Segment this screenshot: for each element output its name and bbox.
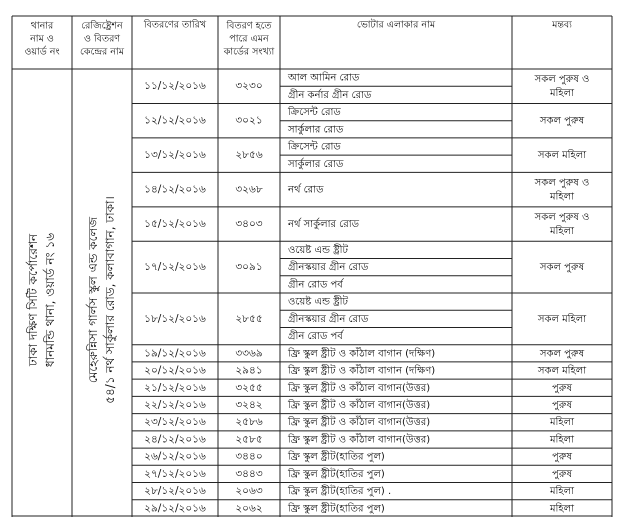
- header-voter-area: ভোটার এলাকার নাম: [356, 19, 436, 31]
- remarks-cell: পুরুষ: [552, 400, 572, 411]
- card-count-cell: ৩০৯১: [235, 261, 263, 274]
- voter-area-cell: ফ্রি স্কুল ষ্ট্রীট ও কাঁঠাল বাগান(উত্তর): [288, 382, 431, 394]
- date-cell: ২৪/১২/২০১৬: [144, 433, 206, 446]
- date-cell: ১৫/১২/২০১৬: [144, 218, 206, 231]
- card-count-cell: ৩০২১: [235, 114, 263, 127]
- card-count-cell: ২০৬৩: [235, 485, 263, 498]
- remarks-cell: সকল পুরুষ ও: [534, 74, 590, 86]
- center-name: [86, 196, 118, 404]
- card-count-cell: ৩৪৪০: [235, 450, 263, 463]
- remarks-cell: সকল পুরুষ ও: [534, 212, 590, 224]
- thana-name-line: ঢাকা দক্ষিণ সিটি কর্পোরেশন: [26, 233, 40, 367]
- voter-area-cell: ওয়েষ্ট এন্ড ষ্ট্রীট: [288, 244, 348, 256]
- voter-area-cell: গ্রীন কর্নার গ্রীন রোড: [288, 89, 372, 101]
- date-cell: ১৭/১২/২০১৬: [144, 261, 206, 274]
- date-cell: ১৪/১২/২০১৬: [144, 183, 206, 196]
- remarks-cell: পুরুষ: [552, 468, 572, 480]
- center-name-line: মেহেরুন্নিসা গার্লস স্কুল এন্ড কলেজ: [86, 216, 100, 384]
- card-count-cell: ৩২৩০: [235, 80, 263, 93]
- card-count-cell: ২৫৮৬: [235, 416, 263, 429]
- voter-area-cell: গ্রীনস্কয়ার গ্রীন রোড: [288, 313, 369, 325]
- remarks-cell: সকল পুরুষ: [539, 115, 585, 127]
- remarks-cell: মহিলা: [549, 226, 575, 238]
- voter-area-cell: ফ্রি স্কুল ষ্ট্রীট ও কাঁঠাল বাগান(উত্তর): [288, 417, 431, 429]
- card-count-cell: ২০৬২: [235, 502, 263, 515]
- card-count-cell: ২৫৮৫: [235, 433, 263, 446]
- remarks-cell: মহিলা: [549, 486, 575, 498]
- header-card-count: পারে এমন: [229, 33, 269, 45]
- remarks-cell: সকল মহিলা: [537, 365, 587, 377]
- date-cell: ২০/১২/২০১৬: [144, 364, 206, 377]
- date-cell: ১৩/১২/২০১৬: [144, 149, 206, 162]
- remarks-cell: সকল মহিলা: [537, 313, 587, 325]
- date-cell: ২৩/১২/২০১৬: [144, 416, 206, 429]
- remarks-cell: মহিলা: [549, 434, 575, 446]
- card-count-cell: ৩২৫৫: [235, 381, 263, 394]
- voter-area-cell: সার্কুলার রোড: [288, 124, 344, 136]
- voter-area-cell: গ্রীনস্কয়ার গ্রীন রোড: [288, 262, 369, 274]
- date-cell: ২৬/১২/২০১৬: [144, 450, 206, 463]
- voter-area-cell: গ্রীন রোড পর্ব: [288, 331, 343, 343]
- remarks-cell: পুরুষ: [552, 382, 572, 394]
- date-cell: ১৮/১২/২০১৬: [144, 312, 206, 325]
- voter-area-cell: নর্থ সার্কুলার রোড: [288, 219, 359, 231]
- header-card-count: বিতরণ হতে: [226, 20, 272, 32]
- voter-area-cell: নর্থ রোড: [288, 184, 324, 196]
- header-remarks: মন্তব্য: [552, 19, 572, 31]
- remarks-cell: সকল পুরুষ ও: [534, 177, 590, 189]
- thana-name-line: ধানমন্ডি থানা, ওয়ার্ড নং ১৬: [43, 232, 57, 368]
- date-cell: ১১/১২/২০১৬: [144, 80, 206, 93]
- date-cell: ১৯/১২/২০১৬: [144, 347, 206, 360]
- header-card-count: কার্ডের সংখ্যা: [223, 46, 275, 58]
- voter-area-cell: ফ্রি স্কুল ষ্ট্রীট ও কাঁঠাল বাগান (দক্ষিণ): [288, 348, 436, 360]
- card-count-cell: ৩২৪২: [235, 399, 263, 411]
- thana-name: [26, 233, 57, 367]
- voter-area-cell: ফ্রি স্কুল ষ্ট্রীট(হাতির পুল): [288, 451, 385, 463]
- voter-area-cell: ফ্রি স্কুল ষ্ট্রীট(হাতির পুল) .: [288, 486, 392, 498]
- voter-area-cell: ফ্রি স্কুল ষ্ট্রীট ও কাঁঠাল বাগান(উত্তর): [288, 400, 431, 411]
- remarks-cell: পুরুষ: [552, 451, 572, 463]
- card-count-cell: ৩৪৪৩: [235, 467, 263, 480]
- remarks-cell: সকল মহিলা: [537, 150, 587, 162]
- voter-area-cell: ফ্রি স্কুল ষ্ট্রীট(হাতির পুল): [288, 503, 385, 515]
- header-thana: নাম ও: [30, 33, 54, 45]
- remarks-cell: মহিলা: [549, 191, 575, 203]
- header-date: বিতরণের তারিখ: [143, 19, 207, 31]
- header-thana: থানার: [30, 20, 54, 32]
- date-cell: ২৯/১২/২০১৬: [144, 502, 206, 515]
- voter-area-cell: আল আমিন রোড: [288, 72, 360, 84]
- header-center: ও বিতরণ: [83, 33, 121, 45]
- date-cell: ২২/১২/২০১৬: [144, 399, 206, 411]
- voter-area-cell: ওয়েষ্ট এন্ড ষ্ট্রীট: [288, 296, 348, 308]
- voter-area-cell: ফ্রি স্কুল ষ্ট্রীট ও কাঁঠাল বাগান (দক্ষিণ): [288, 365, 436, 377]
- voter-area-cell: সার্কুলার রোড: [288, 158, 344, 170]
- date-cell: ২১/১২/২০১৬: [144, 381, 206, 394]
- card-count-cell: ২৮৫৫: [235, 312, 263, 325]
- header-thana: ওয়ার্ড নং: [24, 46, 60, 58]
- date-cell: ২৭/১২/২০১৬: [144, 467, 206, 480]
- voter-area-cell: ক্রিসেন্ট রোড: [288, 107, 341, 119]
- header-center: কেন্দ্রের নাম: [80, 46, 124, 58]
- voter-area-cell: গ্রীন রোড পর্ব: [288, 279, 343, 291]
- date-cell: ২৮/১২/২০১৬: [144, 485, 206, 498]
- card-count-cell: ৩৪০৩: [235, 218, 263, 231]
- card-count-cell: ২৯৪১: [235, 364, 263, 377]
- remarks-cell: মহিলা: [549, 503, 575, 515]
- remarks-cell: সকল পুরুষ: [539, 348, 585, 360]
- voter-area-cell: ক্রিসেন্ট রোড: [288, 141, 341, 153]
- card-count-cell: ৩২৬৮: [235, 183, 263, 196]
- remarks-cell: মহিলা: [549, 417, 575, 429]
- card-count-cell: ২৮৫৬: [235, 149, 263, 162]
- header-center: রেজিষ্ট্রেশন: [81, 20, 123, 32]
- center-name-line: ৫৪/১ নর্থ সার্কুলার রোড, কলাবাগান, ঢাকা।: [103, 196, 117, 404]
- remarks-cell: সকল পুরুষ: [539, 262, 585, 274]
- card-count-cell: ৩৩৬৯: [235, 347, 263, 360]
- voter-area-cell: ফ্রি স্কুল ষ্ট্রীট(হাতির পুল): [288, 468, 385, 480]
- remarks-cell: মহিলা: [549, 88, 575, 100]
- date-cell: ১২/১২/২০১৬: [144, 114, 206, 127]
- voter-area-cell: ফ্রি স্কুল ষ্ট্রীট ও কাঁঠাল বাগান(উত্তর): [288, 434, 431, 446]
